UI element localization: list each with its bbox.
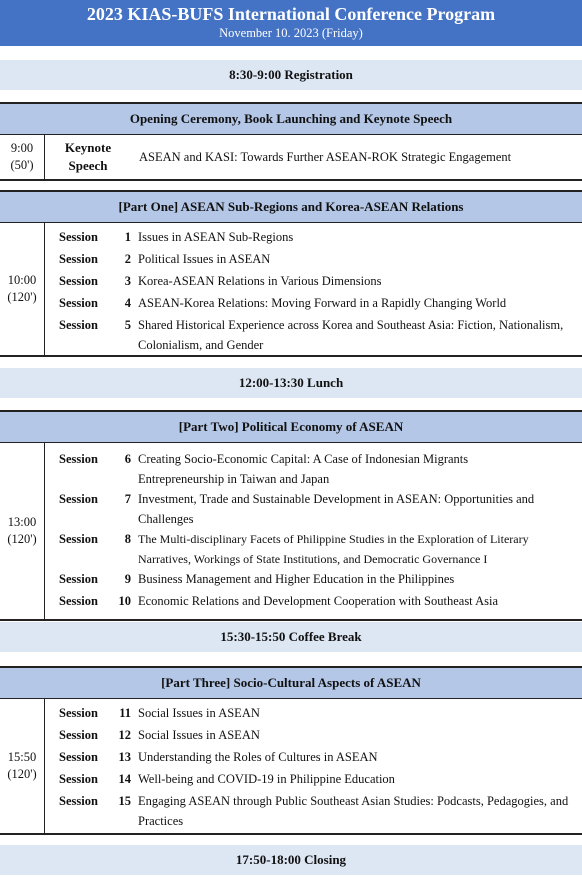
part-one-time: 10:00 bbox=[7, 273, 37, 287]
part-two-time-cell bbox=[0, 443, 45, 619]
session-label bbox=[59, 769, 131, 789]
part-two-duration: (120') bbox=[7, 532, 37, 546]
session-number: 13 bbox=[118, 750, 131, 764]
part-one-body bbox=[0, 223, 582, 357]
keynote-label-line1: Keynote bbox=[64, 140, 112, 155]
session-word: Session bbox=[59, 794, 98, 808]
session-number: 2 bbox=[124, 252, 131, 266]
session-number: 14 bbox=[118, 772, 131, 786]
part-three-time: 15:50 bbox=[7, 750, 37, 764]
session-title: Engaging ASEAN through Public Southeast Asian Studies: Podcasts, Pedagogies, and Practices bbox=[138, 794, 569, 828]
session-word: Session bbox=[59, 230, 98, 244]
keynote-title bbox=[139, 135, 578, 179]
session-title: Political Issues in ASEAN bbox=[138, 252, 271, 266]
program-title: 2023 KIAS-BUFS International Conference Program bbox=[86, 4, 496, 24]
session-title: Social Issues in ASEAN bbox=[138, 706, 260, 720]
session-label bbox=[59, 591, 131, 611]
session-number: 8 bbox=[124, 532, 131, 546]
session-label bbox=[59, 293, 131, 313]
session-label bbox=[59, 791, 131, 811]
session-number: 6 bbox=[124, 452, 131, 466]
part-three-duration: (120') bbox=[7, 767, 37, 781]
program-header bbox=[0, 0, 582, 46]
opening-block bbox=[0, 102, 582, 181]
part-one-heading: [Part One] ASEAN Sub-Regions and Korea-ASEAN Relations bbox=[0, 192, 582, 223]
part-three-heading: [Part Three] Socio-Cultural Aspects of ASEAN bbox=[0, 668, 582, 699]
opening-body bbox=[0, 135, 582, 181]
part-one-block bbox=[0, 190, 582, 357]
part-two-body bbox=[0, 443, 582, 621]
session-title: Understanding the Roles of Cultures in ASEAN bbox=[138, 750, 378, 764]
part-three-time-cell bbox=[0, 699, 45, 833]
registration-band: 8:30-9:00 Registration bbox=[0, 60, 582, 90]
session-title: Shared Historical Experience across Korea and Southeast Asia: Fiction, Nationalism, Colonialism, and Gender bbox=[138, 318, 564, 352]
session-word: Session bbox=[59, 594, 98, 608]
session-number: 15 bbox=[118, 794, 131, 808]
session-word: Session bbox=[59, 572, 98, 586]
session-number: 10 bbox=[118, 594, 131, 608]
session-title: Social Issues in ASEAN bbox=[138, 728, 260, 742]
session-label bbox=[59, 315, 131, 335]
session-label bbox=[59, 703, 131, 723]
part-two-time: 13:00 bbox=[7, 515, 37, 529]
session-number: 7 bbox=[124, 492, 131, 506]
session-number: 9 bbox=[124, 572, 131, 586]
keynote-title-text: ASEAN and KASI: Towards Further ASEAN-ROK Strategic Engagement bbox=[139, 149, 512, 164]
session-title: Business Management and Higher Education in the Philippines bbox=[138, 572, 455, 586]
session-word: Session bbox=[59, 772, 98, 786]
opening-duration: (50') bbox=[10, 158, 34, 172]
session-label bbox=[59, 529, 131, 549]
session-title: Investment, Trade and Sustainable Development in ASEAN: Opportunities and Challenges bbox=[138, 492, 535, 526]
opening-heading: Opening Ceremony, Book Launching and Keynote Speech bbox=[0, 104, 582, 135]
session-title: Issues in ASEAN Sub-Regions bbox=[138, 230, 294, 244]
session-label bbox=[59, 449, 131, 469]
session-title: Well-being and COVID-19 in Philippine Education bbox=[138, 772, 395, 786]
session-title: ASEAN-Korea Relations: Moving Forward in a Rapidly Changing World bbox=[138, 296, 507, 310]
session-word: Session bbox=[59, 706, 98, 720]
part-three-body bbox=[0, 699, 582, 835]
session-word: Session bbox=[59, 274, 98, 288]
session-label bbox=[59, 227, 131, 247]
session-label bbox=[59, 725, 131, 745]
part-two-block bbox=[0, 410, 582, 621]
lunch-band: 12:00-13:30 Lunch bbox=[0, 368, 582, 398]
opening-time-cell bbox=[0, 135, 45, 179]
part-three-block bbox=[0, 666, 582, 835]
part-one-time-cell bbox=[0, 223, 45, 355]
coffee-break-band: 15:30-15:50 Coffee Break bbox=[0, 622, 582, 652]
session-title: Economic Relations and Development Cooperation with Southeast Asia bbox=[138, 594, 499, 608]
part-two-heading: [Part Two] Political Economy of ASEAN bbox=[0, 412, 582, 443]
session-word: Session bbox=[59, 252, 98, 266]
session-number: 3 bbox=[124, 274, 131, 288]
session-label bbox=[59, 489, 131, 509]
session-word: Session bbox=[59, 318, 98, 332]
session-label bbox=[59, 249, 131, 269]
session-label bbox=[59, 569, 131, 589]
session-word: Session bbox=[59, 452, 98, 466]
session-number: 4 bbox=[124, 296, 131, 310]
session-number: 1 bbox=[124, 230, 131, 244]
part-one-duration: (120') bbox=[7, 290, 37, 304]
keynote-label bbox=[44, 135, 132, 179]
session-title: Korea-ASEAN Relations in Various Dimensions bbox=[138, 274, 382, 288]
session-word: Session bbox=[59, 532, 98, 546]
session-number: 12 bbox=[118, 728, 131, 742]
session-word: Session bbox=[59, 492, 98, 506]
opening-time: 9:00 bbox=[10, 141, 34, 155]
session-title: Creating Socio-Economic Capital: A Case of Indonesian Migrants Entrepreneurship in Taiwan and Japan bbox=[138, 452, 469, 486]
session-title: The Multi-disciplinary Facets of Philippine Studies in the Exploration of Literary Narratives, Workings of State Institutions, and Democratic Governance I bbox=[138, 532, 529, 566]
keynote-label-line2: Speech bbox=[68, 158, 108, 173]
closing-band: 17:50-18:00 Closing bbox=[0, 845, 582, 875]
program-date: November 10. 2023 (Friday) bbox=[219, 26, 363, 40]
session-number: 11 bbox=[119, 706, 131, 720]
session-label bbox=[59, 271, 131, 291]
session-word: Session bbox=[59, 750, 98, 764]
session-number: 5 bbox=[124, 318, 131, 332]
session-word: Session bbox=[59, 728, 98, 742]
session-label bbox=[59, 747, 131, 767]
session-word: Session bbox=[59, 296, 98, 310]
